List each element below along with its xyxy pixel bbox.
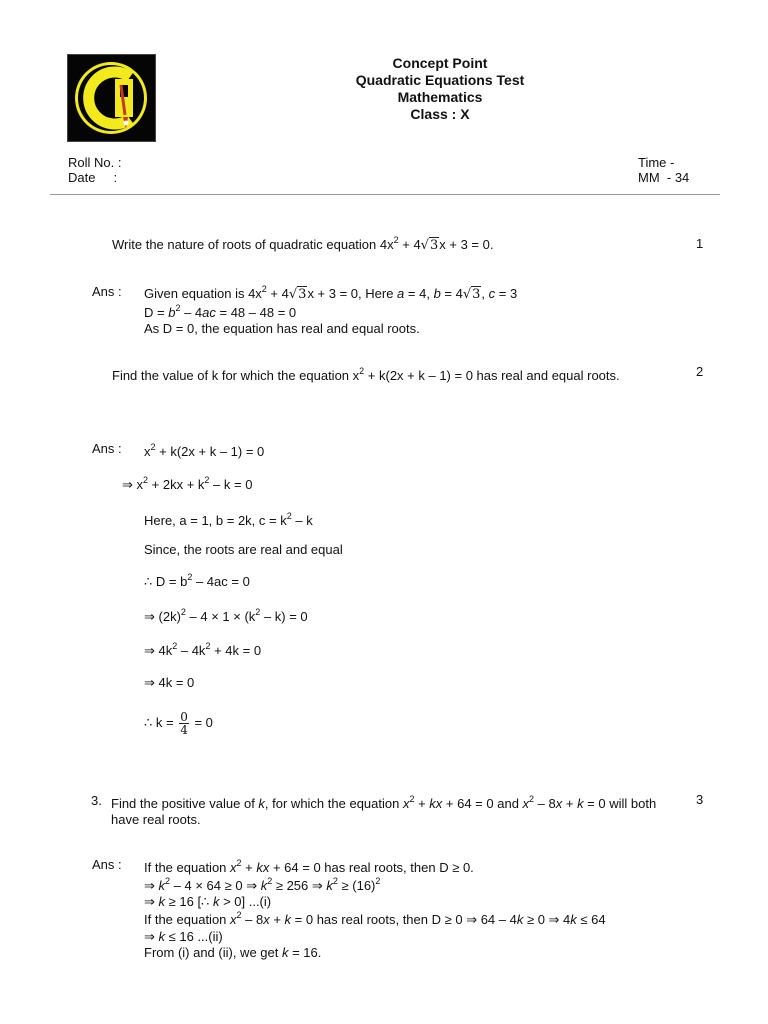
answer-2-step-4: Since, the roots are real and equal [144, 542, 343, 557]
class-label: Class : X [410, 106, 470, 122]
question-1-marks: 1 [696, 236, 704, 251]
question-1: Write the nature of roots of quadratic equation $4x^2 + 4√3x + 3 = 0$. [112, 234, 494, 253]
answer-2-step-9: ∴ k = $\frac{0}{4}$ = 0 [144, 710, 213, 738]
answer-3-label: Ans : [92, 857, 122, 872]
question-2: Find the value of k for which the equation $x^2 + k(2x + k - 1) = 0$ has real and equal roots. [112, 365, 620, 383]
roll-no-label: Roll No. : [68, 155, 122, 170]
time-label: Time - [638, 155, 675, 170]
answer-3-line-6: From (i) and (ii), we get k = 16. [144, 945, 322, 960]
subject: Mathematics [397, 89, 483, 105]
answer-2-step-7: ⇒ $4k^2 - 4k^2 + 4k = 0$ [144, 640, 262, 658]
fraction-zero-over-four: $\frac{0}{4}$ [180, 710, 188, 738]
question-3-number: 3. [91, 793, 102, 808]
answer-2-step-1: $x^2 + k(2x + k - 1) = 0$ [144, 441, 265, 459]
answer-1-line-2: $D = b^2 - 4ac = 48 - 48 = 0$ [144, 302, 297, 320]
answer-1-label: Ans : [92, 284, 122, 299]
concept-point-logo [67, 54, 156, 142]
answer-2-label: Ans : [92, 441, 122, 456]
question-3-line-2: have real roots. [111, 812, 201, 827]
answer-3-line-4: If the equation $x^2 - 8x + k = 0$ has real roots, then D ≥ 0 ⇒ 64 – 4k ≥ 0 ⇒ 4k ≤ 64 [144, 909, 606, 927]
school-name: Concept Point [392, 55, 488, 71]
question-2-marks: 2 [696, 364, 704, 379]
answer-3-line-1: If the equation $x^2$ + kx + 64 = 0 has real roots, then D ≥ 0. [144, 857, 474, 875]
answer-2-step-3: Here, a = 1, b = 2k, $c = k^2 - k$ [144, 510, 313, 528]
answer-3-line-3: ⇒ k ≥ 16 [∴ k > 0] ...(i) [144, 894, 272, 909]
test-title: Quadratic Equations Test [355, 72, 525, 88]
answer-3-line-2: ⇒ $k^2 - 4 \times 64 \ge 0$ ⇒ $k^2 \ge 256$ ⇒ $k^2 \ge (16)^2$ [144, 875, 381, 893]
header-divider [50, 194, 720, 195]
question-3-line-1: Find the positive value of k, for which the equation $x^2$ + kx + 64 = 0 and $x^2 - 8x + k = 0$ will both [111, 793, 657, 811]
max-marks: MM - 34 [638, 170, 690, 185]
date-label: Date : [68, 170, 118, 185]
answer-3-line-5: ⇒ k ≤ 16 ...(ii) [144, 929, 223, 944]
answer-2-step-8: ⇒ 4k = 0 [144, 675, 195, 690]
question-3-marks: 3 [696, 792, 704, 807]
cp-logo-graphic [68, 55, 155, 141]
answer-2-step-5: ∴ $D = b^2 - 4ac = 0$ [144, 571, 250, 589]
answer-2-step-6: ⇒ $(2k)^2 - 4 \times 1 \times (k^2 - k) = 0$ [144, 606, 308, 624]
answer-1-line-3: As D = 0, the equation has real and equal roots. [144, 321, 420, 336]
answer-1-line-1: Given equation is $4x^2 + 4√3x + 3 = 0$, Here a = 4, b = 4√3, c = 3 [144, 283, 518, 302]
answer-2-step-2: ⇒ $x^2 + 2kx + k^2 - k = 0$ [122, 474, 253, 492]
